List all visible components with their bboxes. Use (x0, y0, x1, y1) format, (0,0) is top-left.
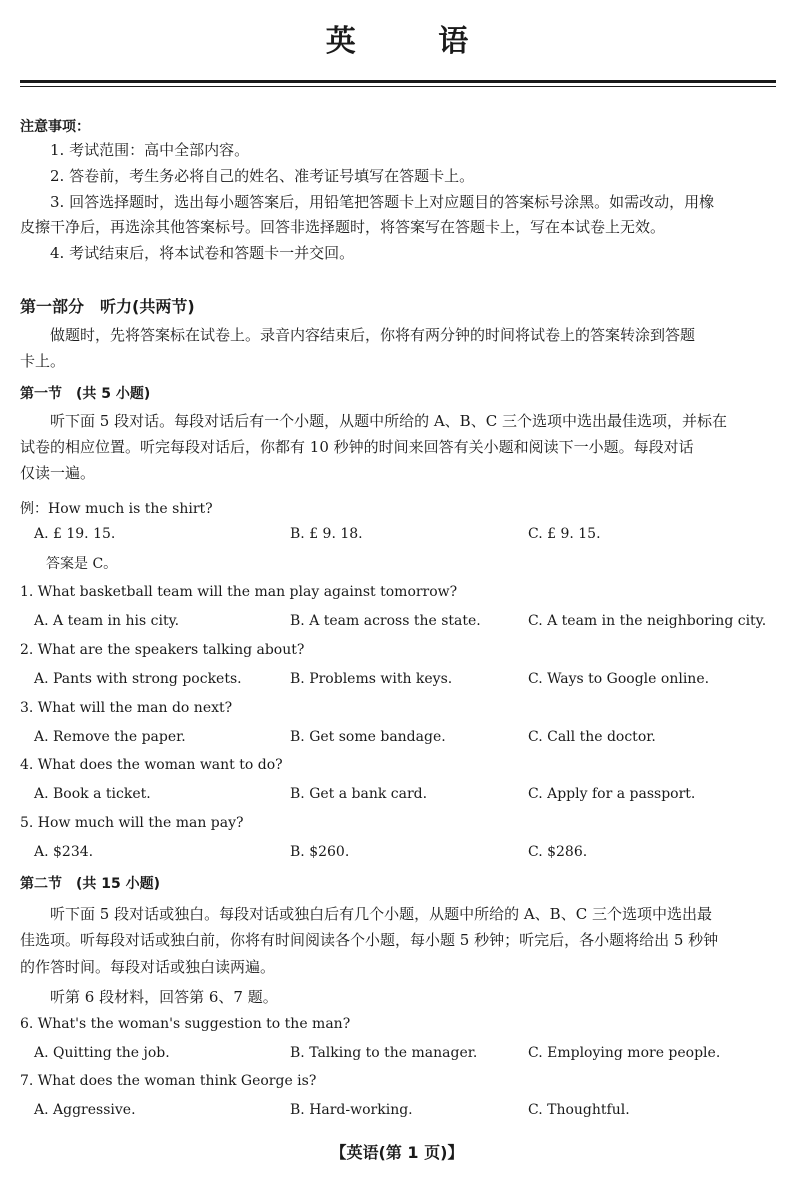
question-3-option-a: A. Remove the paper. (34, 729, 186, 745)
section1-instr-line2: 试卷的相应位置。听完每段对话后，你都有 10 秒钟的时间来回答有关小题和阅读下一小题。每段对话 (20, 438, 694, 456)
example-answer: 答案是 C。 (46, 556, 118, 572)
notice-item-3-cont: 皮擦干净后，再选涂其他答案标号。回答非选择题时，将答案写在答题卡上，写在本试卷上无效。 (20, 218, 666, 236)
question-5-option-c: C. $286. (528, 844, 588, 860)
question-1: 1. What basketball team will the man play against tomorrow? (20, 584, 458, 600)
question-6-option-c: C. Employing more people. (528, 1045, 721, 1061)
notice-item-1: 1. 考试范围：高中全部内容。 (50, 141, 250, 159)
question-5: 5. How much will the man pay? (20, 815, 244, 831)
section2-instr-line2: 佳选项。听每段对话或独白前，你将有时间阅读各个小题，每小题 5 秒钟；听完后，各小题将给出 5 秒钟 (20, 931, 719, 949)
question-3: 3. What will the man do next? (20, 700, 233, 716)
question-4-option-a: A. Book a ticket. (34, 786, 151, 802)
question-5-option-b: B. $260. (290, 844, 350, 860)
question-1-option-a: A. A team in his city. (34, 613, 180, 629)
question-5-option-a: A. $234. (34, 844, 94, 860)
part1-intro-line2: 卡上。 (20, 352, 66, 370)
question-3-option-c: C. Call the doctor. (528, 729, 656, 745)
question-4-option-c: C. Apply for a passport. (528, 786, 696, 802)
question-7-option-c: C. Thoughtful. (528, 1102, 630, 1118)
header-rule-thin (20, 86, 776, 87)
question-6-option-a: A. Quitting the job. (34, 1045, 170, 1061)
part1-title: 第一部分 听力(共两节) (20, 297, 195, 316)
notice-item-2: 2. 答卷前，考生务必将自己的姓名、准考证号填写在答题卡上。 (50, 167, 475, 185)
section1-instr-line3: 仅读一遍。 (20, 464, 96, 482)
header-rule-thick (20, 80, 776, 83)
section1-title: 第一节 (共 5 小题) (20, 386, 151, 402)
section2-title: 第二节 (共 15 小题) (20, 876, 161, 892)
question-1-option-c: C. A team in the neighboring city. (528, 613, 767, 629)
question-3-option-b: B. Get some bandage. (290, 729, 446, 745)
question-6-option-b: B. Talking to the manager. (290, 1045, 478, 1061)
question-2-option-b: B. Problems with keys. (290, 671, 453, 687)
question-4: 4. What does the woman want to do? (20, 757, 283, 773)
question-7-option-b: B. Hard-working. (290, 1102, 413, 1118)
question-7-option-a: A. Aggressive. (34, 1102, 136, 1118)
example-option-a: A. £ 19. 15. (34, 526, 116, 542)
question-2-option-a: A. Pants with strong pockets. (34, 671, 242, 687)
page-title: 英 语 (325, 24, 505, 59)
question-1-option-b: B. A team across the state. (290, 613, 481, 629)
notice-title: 注意事项： (20, 119, 90, 135)
section1-instr-line1: 听下面 5 段对话。每段对话后有一个小题，从题中所给的 A、B、C 三个选项中选出最佳选项，并标在 (50, 412, 727, 430)
part1-intro-line1: 做题时，先将答案标在试卷上。录音内容结束后，你将有两分钟的时间将试卷上的答案转涂到答题 (50, 326, 696, 344)
example-question: 例：How much is the shirt? (20, 501, 213, 517)
section2-instr-line3: 的作答时间。每段对话或独白读两遍。 (20, 958, 276, 976)
question-7: 7. What does the woman think George is? (20, 1073, 317, 1089)
example-option-b: B. £ 9. 18. (290, 526, 363, 542)
question-2: 2. What are the speakers talking about? (20, 642, 305, 658)
example-option-c: C. £ 9. 15. (528, 526, 601, 542)
question-2-option-c: C. Ways to Google online. (528, 671, 710, 687)
notice-item-4: 4. 考试结束后，将本试卷和答题卡一并交回。 (50, 244, 355, 262)
question-6: 6. What's the woman's suggestion to the man? (20, 1016, 351, 1032)
section2-material: 听第 6 段材料，回答第 6、7 题。 (50, 988, 278, 1006)
question-4-option-b: B. Get a bank card. (290, 786, 428, 802)
notice-item-3: 3. 回答选择题时，选出每小题答案后，用铅笔把答题卡上对应题目的答案标号涂黑。如需改动，用橡 (50, 193, 715, 211)
page-footer: 【英语(第 1 页)】 (330, 1143, 464, 1162)
section2-instr-line1: 听下面 5 段对话或独白。每段对话或独白后有几个小题，从题中所给的 A、B、C 三个选项中选出最 (50, 905, 712, 923)
